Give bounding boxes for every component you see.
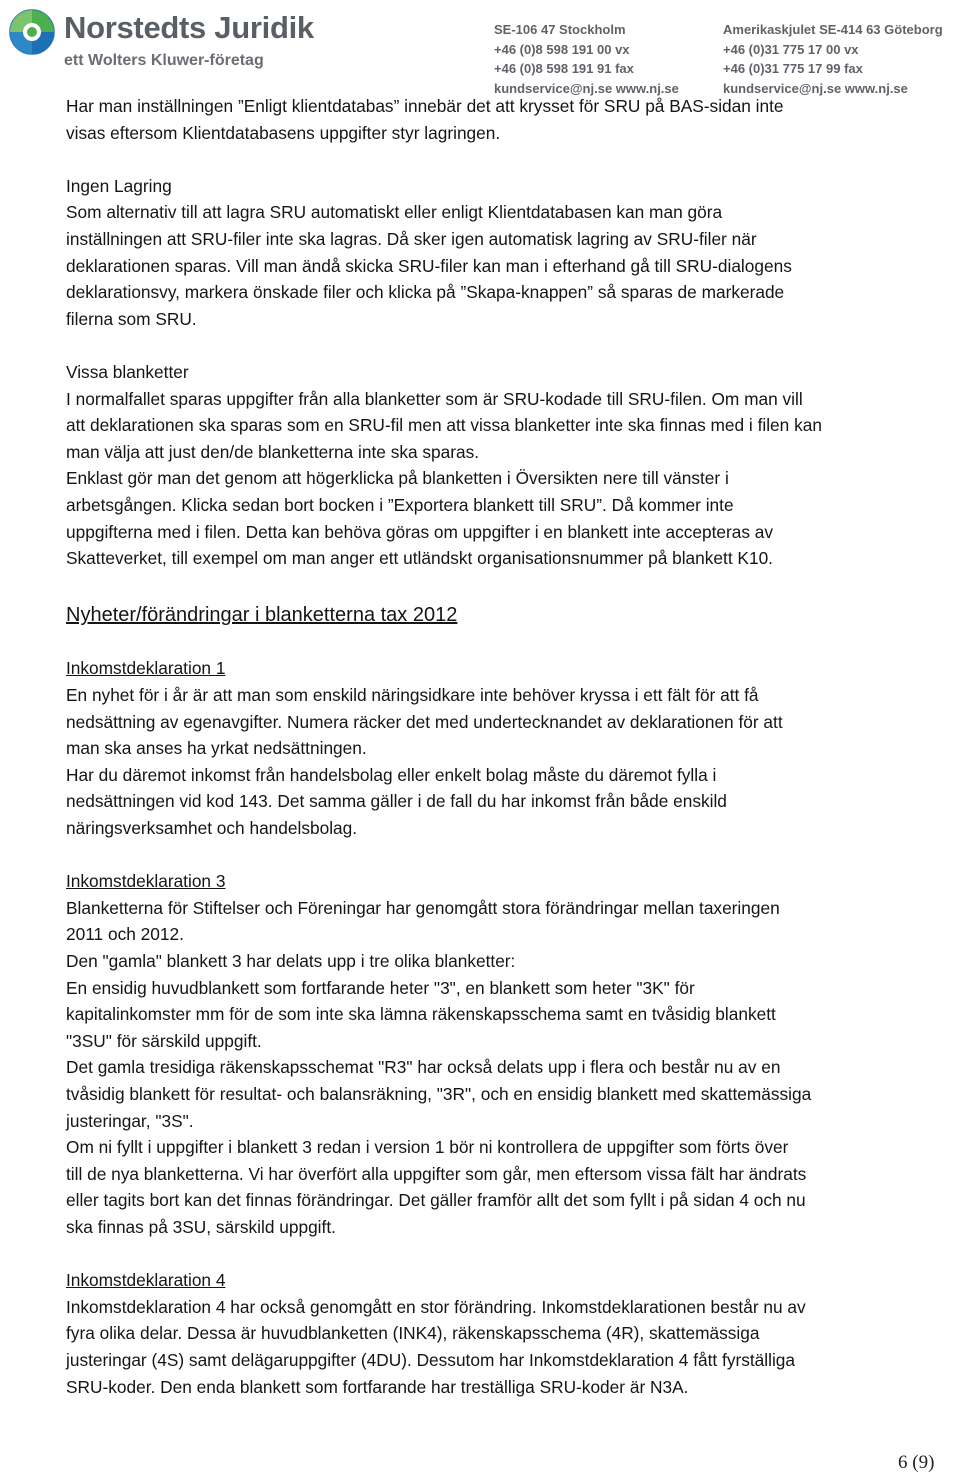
text-line: till de nya blanketterna. Vi har överfört alla uppgifter som går, men eftersom vissa fält har ändrats: [66, 1163, 807, 1184]
section-ink1: [66, 655, 946, 841]
text-line: justeringar (4S) samt delägaruppgifter (4DU). Dessutom har Inkomstdeklaration 4 fått fyrställiga: [66, 1349, 796, 1370]
text-line: 2011 och 2012.: [66, 924, 184, 945]
text-line: I normalfallet sparas uppgifter från alla blanketter som är SRU-kodade till SRU-filen. Om man vill: [66, 388, 803, 409]
text-line: eller tagits bort kan det finnas förändringar. Det gäller framför allt det som fyllt i på sidan 4 och nu: [66, 1190, 806, 1211]
nyheter-heading: Nyheter/förändringar i blanketterna tax 2012: [66, 604, 458, 627]
text-line: Har man inställningen ”Enligt klientdatabas” innebär det att krysset för SRU på BAS-sidan inte: [66, 96, 784, 116]
text-line: tvåsidig blankett för resultat- och balansräkning, "3R", och en ensidig blankett med skattemässiga: [66, 1083, 812, 1104]
section-ingen-lagring: [66, 173, 946, 333]
section-vissa-blanketter: [66, 359, 946, 572]
text-line: SRU-koder. Den enda blankett som fortfarande har treställiga SRU-koder är N3A.: [66, 1376, 689, 1397]
text-line: Som alternativ till att lagra SRU automatiskt eller enligt Klientdatabasen kan man göra: [66, 202, 723, 223]
text-line: deklarationen sparas. Vill man ändå skicka SRU-filer kan man i efterhand gå till SRU-dialogens: [66, 255, 792, 276]
text-line: justeringar, "3S".: [66, 1110, 194, 1131]
text-line: En nyhet för i år är att man som enskild näringsidkare inte behöver kryssa i ett fält för att få: [66, 685, 759, 706]
text-line: nedsättning av egenavgifter. Numera räcker det med undertecknandet av deklarationen för att: [66, 711, 783, 732]
page-number: 6 (9): [898, 1452, 935, 1473]
section-heading: Inkomstdeklaration 3: [66, 871, 226, 892]
brand-name: Norstedts Juridik: [64, 10, 314, 45]
text-line: näringsverksamhet och handelsbolag.: [66, 818, 358, 839]
text-line: filerna som SRU.: [66, 308, 197, 329]
section-heading: Inkomstdeklaration 4: [66, 1270, 226, 1291]
text-line: Skatteverket, till exempel om man anger ett utländskt organisationsnummer på blankett K10.: [66, 548, 773, 569]
text-line: arbetsgången. Klicka sedan bort bocken i ”Exportera blankett till SRU”. Då kommer inte: [66, 494, 734, 515]
address-line: Amerikaskjulet SE-414 63 Göteborg: [723, 22, 943, 37]
text-line: visas eftersom Klientdatabasens uppgifter styr lagringen.: [66, 122, 501, 143]
text-line: Det gamla tresidiga räkenskapsschemat "R3" har också delats upp i flera och består nu av en: [66, 1057, 781, 1078]
section-ink3: [66, 868, 946, 1240]
fax-line: +46 (0)8 598 191 91 fax: [494, 61, 634, 76]
contact-line: kundservice@nj.se www.nj.se: [494, 80, 679, 96]
text-line: man välja att just den/de blanketterna inte ska sparas.: [66, 441, 480, 462]
globe-logo-icon: [8, 8, 56, 56]
text-line: Enklast gör man det genom att högerklicka på blanketten i Översikten nere till vänster i: [66, 468, 729, 489]
section-heading: Inkomstdeklaration 1: [66, 658, 226, 679]
section-ink4: [66, 1267, 946, 1400]
fax-line: +46 (0)31 775 17 99 fax: [723, 61, 863, 76]
text-line: Den "gamla" blankett 3 har delats upp i tre olika blanketter:: [66, 951, 516, 971]
text-line: "3SU" för särskild uppgift.: [66, 1030, 262, 1051]
text-line: kapitalinkomster mm för de som inte ska lämna räkenskapsschema samt en tvåsidig blankett: [66, 1004, 776, 1025]
section-heading: Vissa blanketter: [66, 361, 189, 382]
phone-line: +46 (0)31 775 17 00 vx: [723, 41, 859, 57]
address-line: SE-106 47 Stockholm: [494, 22, 626, 37]
intro-paragraph: [66, 93, 946, 146]
brand-subtitle: ett Wolters Kluwer-företag: [64, 52, 264, 69]
text-line: uppgifterna med i filen. Detta kan behöva göras om uppgifter i en blankett inte accepteras av: [66, 521, 774, 542]
text-line: att deklarationen ska sparas som en SRU-fil men att vissa blanketter inte ska finnas med i filen kan: [66, 415, 822, 436]
document-body: [66, 93, 946, 1400]
text-line: deklarationsvy, markera önskade filer och klicka på ”Skapa-knappen” så sparas de markerade: [66, 282, 785, 303]
text-line: nedsättningen vid kod 143. Det samma gäller i de fall du har inkomst från både enskild: [66, 791, 727, 812]
text-line: man ska anses ha yrkat nedsättningen.: [66, 738, 367, 759]
text-line: En ensidig huvudblankett som fortfarande heter "3", en blankett som heter "3K" för: [66, 977, 695, 998]
text-line: Inkomstdeklaration 4 har också genomgått en stor förändring. Inkomstdeklarationen består nu av: [66, 1296, 806, 1317]
address-goteborg: [723, 20, 943, 98]
text-line: Har du däremot inkomst från handelsbolag eller enkelt bolag måste du däremot fylla i: [66, 764, 717, 785]
text-line: fyra olika delar. Dessa är huvudblanketten (INK4), räkenskapsschema (4R), skattemässiga: [66, 1323, 760, 1344]
address-stockholm: [494, 20, 679, 98]
text-line: Om ni fyllt i uppgifter i blankett 3 redan i version 1 bör ni kontrollera de uppgifter som förts över: [66, 1137, 789, 1158]
section-heading: Ingen Lagring: [66, 175, 172, 196]
text-line: Blanketterna för Stiftelser och Föreningar har genomgått stora förändringar mellan taxeringen: [66, 897, 780, 918]
text-line: inställningen att SRU-filer inte ska lagras. Då sker igen automatisk lagring av SRU-filer när: [66, 228, 757, 249]
text-line: ska finnas på 3SU, särskild uppgift.: [66, 1216, 336, 1237]
phone-line: +46 (0)8 598 191 00 vx: [494, 41, 630, 57]
letterhead: [0, 0, 960, 96]
contact-line: kundservice@nj.se www.nj.se: [723, 80, 908, 96]
